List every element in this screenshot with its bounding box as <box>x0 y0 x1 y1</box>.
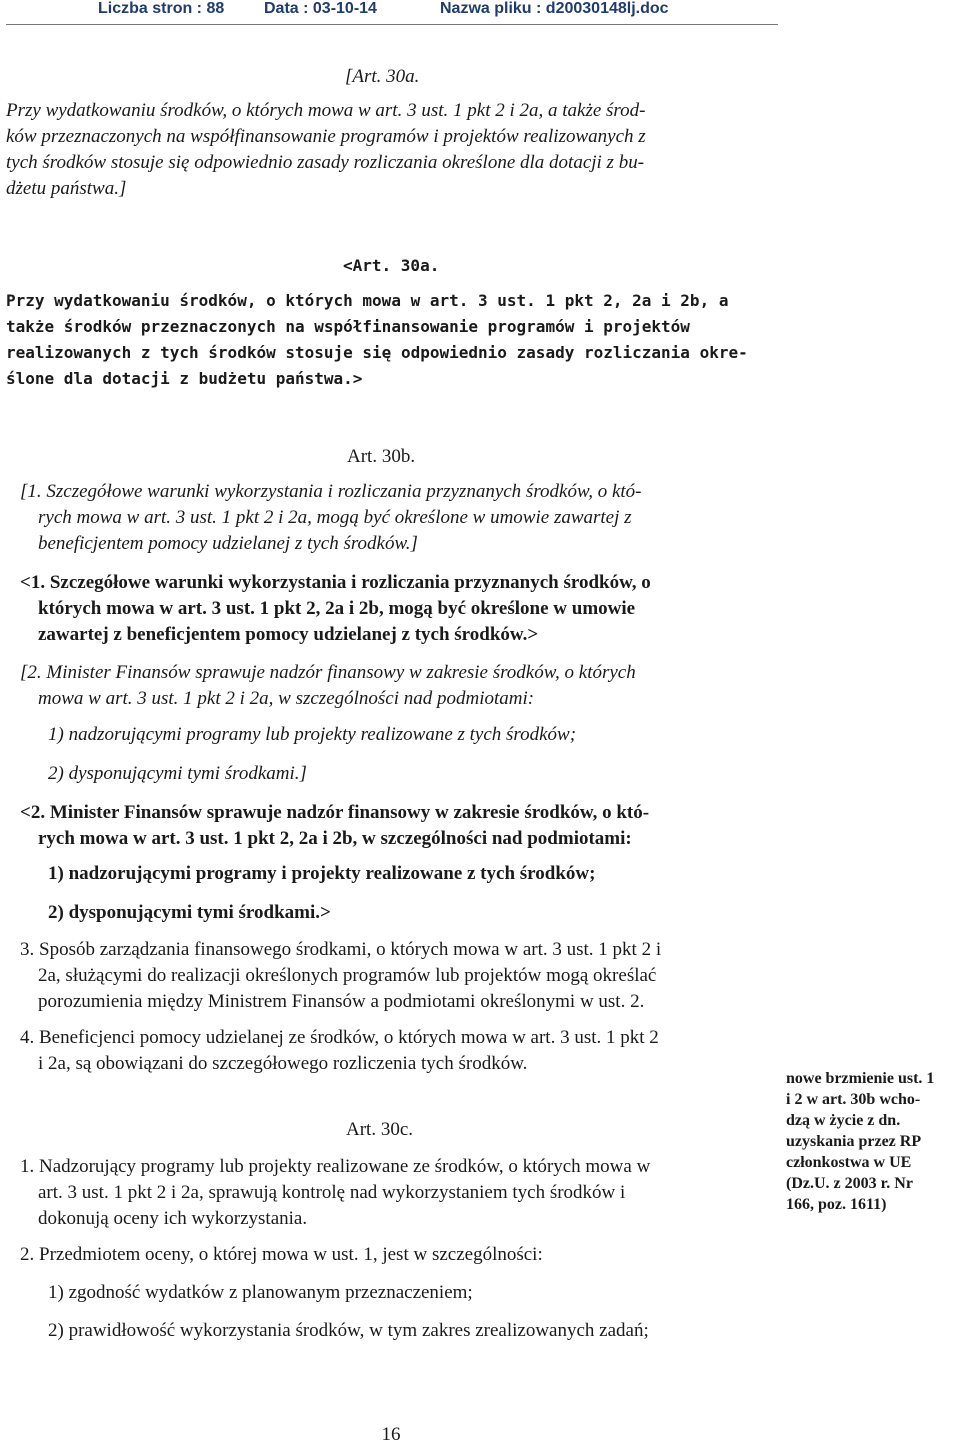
note-line: dzą w życie z dn. <box>786 1112 901 1129</box>
note-line: członkostwa w UE <box>786 1154 912 1171</box>
note-line: nowe brzmienie ust. 1 <box>786 1070 935 1087</box>
text-line: i 2a, są obowiązani do szczegółowego rozliczenia tych środków. <box>38 1053 528 1074</box>
old-art-30a-text <box>6 98 778 202</box>
text-line: rych mowa w art. 3 ust. 1 pkt 2 i 2a, mogą być określone w umowie zawartej z <box>38 507 632 528</box>
text-line: tych środków stosuje się odpowiednio zasady rozliczania określone dla dotacji z bu- <box>6 152 645 173</box>
text-line: Przy wydatkowaniu środków, o których mowa w art. 3 ust. 1 pkt 2, 2a i 2b, a <box>6 291 729 310</box>
art-30b-new-ust-1 <box>20 570 778 648</box>
text-line: dokonują oceny ich wykorzystania. <box>38 1208 308 1229</box>
text-line: porozumienia między Ministrem Finansów a podmiotami określonymi w ust. 2. <box>38 991 645 1012</box>
text-line: <1. Szczegółowe warunki wykorzystania i rozliczania przyznanych środków, o <box>20 572 651 593</box>
art-30b-ust-4 <box>20 1025 778 1077</box>
art-30b-old-ust-2 <box>20 660 778 712</box>
text-line: także środków przeznaczonych na współfinansowanie programów i projektów <box>6 317 690 336</box>
document-date: Data : 03-10-14 <box>264 0 377 17</box>
text-line: realizowanych z tych środków stosuje się odpowiednio zasady rozliczania okre- <box>6 343 748 362</box>
new-art-30a-title: <Art. 30a. <box>343 256 440 275</box>
text-line: [2. Minister Finansów sprawuje nadzór finansowy w zakresie środków, o których <box>20 662 636 683</box>
art-30b-title: Art. 30b. <box>347 446 416 467</box>
note-line: 166, poz. 1611) <box>786 1196 887 1213</box>
art-30b-ust-3 <box>20 937 778 1015</box>
text-line: 1. Nadzorujący programy lub projekty realizowane ze środków, o których mowa w <box>20 1156 651 1177</box>
old-art-30a-title: [Art. 30a. <box>345 66 420 87</box>
note-line: (Dz.U. z 2003 r. Nr <box>786 1175 913 1192</box>
text-line: mowa w art. 3 ust. 1 pkt 2 i 2a, w szczególności nad podmiotami: <box>38 688 535 709</box>
text-line: Przy wydatkowaniu środków, o których mowa w art. 3 ust. 1 pkt 2 i 2a, a także środ- <box>6 100 646 121</box>
text-line: dżetu państwa.] <box>6 178 127 199</box>
text-line: zawartej z beneficjentem pomocy udzielanej z tych środków.> <box>38 624 539 645</box>
text-line: ków przeznaczonych na współfinansowanie programów i projektów realizowanych z <box>6 126 646 147</box>
text-line: rych mowa w art. 3 ust. 1 pkt 2, 2a i 2b, w szczególności nad podmiotami: <box>38 828 632 849</box>
note-line: i 2 w art. 30b wcho- <box>786 1091 921 1108</box>
text-line: ślone dla dotacji z budżetu państwa.> <box>6 369 363 388</box>
margin-note <box>786 1068 960 1215</box>
art-30b-new-ust-2-item-2: 2) dysponującymi tymi środkami.> <box>48 902 331 923</box>
page-number: 16 <box>381 1424 401 1445</box>
page-count: Liczba stron : 88 <box>98 0 225 17</box>
new-art-30a-text <box>6 288 778 392</box>
document-filename: Nazwa pliku : d20030148lj.doc <box>440 0 669 17</box>
text-line: [1. Szczegółowe warunki wykorzystania i rozliczania przyznanych środków, o któ- <box>20 481 642 502</box>
art-30c-ust-1 <box>20 1154 778 1232</box>
art-30b-old-ust-2-item-1: 1) nadzorującymi programy lub projekty realizowane z tych środków; <box>48 724 577 745</box>
text-line: beneficjentem pomocy udzielanej z tych środków.] <box>38 533 418 554</box>
text-line: 2a, służącymi do realizacji określonych programów lub projektów mogą określać <box>38 965 657 986</box>
text-line: 4. Beneficjenci pomocy udzielanej ze środków, o których mowa w art. 3 ust. 1 pkt 2 <box>20 1027 659 1048</box>
header-divider <box>6 24 778 25</box>
art-30b-new-ust-2-item-1: 1) nadzorującymi programy i projekty realizowane z tych środków; <box>48 863 596 884</box>
art-30b-old-ust-2-item-2: 2) dysponującymi tymi środkami.] <box>48 763 307 784</box>
text-line: których mowa w art. 3 ust. 1 pkt 2, 2a i 2b, mogą być określone w umowie <box>38 598 636 619</box>
art-30b-new-ust-2 <box>20 800 778 852</box>
document-header <box>0 0 960 24</box>
art-30b-old-ust-1 <box>20 479 778 557</box>
art-30c-title: Art. 30c. <box>346 1119 414 1140</box>
text-line: 3. Sposób zarządzania finansowego środkami, o których mowa w art. 3 ust. 1 pkt 2 i <box>20 939 662 960</box>
art-30c-ust-2-item-1: 1) zgodność wydatków z planowanym przeznaczeniem; <box>48 1282 473 1303</box>
text-line: <2. Minister Finansów sprawuje nadzór finansowy w zakresie środków, o któ- <box>20 802 650 823</box>
art-30c-ust-2-item-2: 2) prawidłowość wykorzystania środków, w tym zakres zrealizowanych zadań; <box>48 1320 649 1341</box>
note-line: uzyskania przez RP <box>786 1133 922 1150</box>
text-line: art. 3 ust. 1 pkt 2 i 2a, sprawują kontrolę nad wykorzystaniem tych środków i <box>38 1182 626 1203</box>
art-30c-ust-2: 2. Przedmiotem oceny, o której mowa w ust. 1, jest w szczególności: <box>20 1244 543 1265</box>
